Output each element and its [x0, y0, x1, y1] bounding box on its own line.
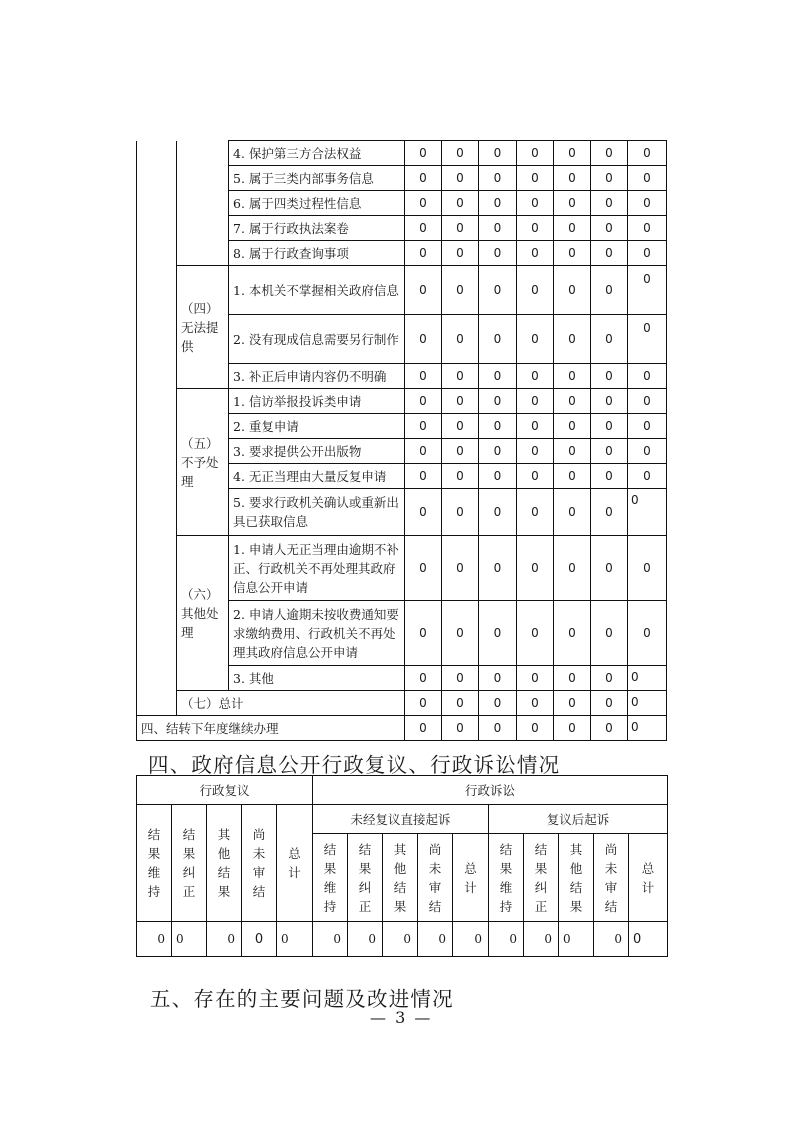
- direct-value: 0: [453, 922, 489, 957]
- value-cell: 0: [591, 439, 628, 464]
- value-cell: 0: [628, 489, 667, 536]
- page-number: — 3 —: [370, 1008, 433, 1027]
- value-cell: 0: [479, 364, 517, 389]
- value-cell: 0: [628, 716, 667, 741]
- value-cell: 0: [554, 266, 591, 315]
- row-label: 2. 没有现成信息需要另行制作: [229, 315, 405, 364]
- direct-value: 0: [418, 922, 453, 957]
- value-cell: 0: [405, 464, 442, 489]
- value-cell: 0: [554, 489, 591, 536]
- value-cell: 0: [405, 315, 442, 364]
- value-cell: 0: [479, 216, 517, 241]
- application-handling-table: [136, 140, 667, 741]
- total-label: （七）总计: [177, 691, 405, 716]
- row-label: 1. 申请人无正当理由逾期不补正、行政机关不再处理其政府信息公开申请: [229, 536, 405, 601]
- review-value: 0: [242, 922, 277, 957]
- value-cell: 0: [517, 716, 554, 741]
- value-cell: 0: [442, 266, 479, 315]
- value-cell: 0: [479, 241, 517, 266]
- row-label: 3. 要求提供公开出版物: [229, 439, 405, 464]
- value-cell: 0: [517, 536, 554, 601]
- value-cell: 0: [405, 691, 442, 716]
- value-cell: 0: [442, 716, 479, 741]
- value-cell: 0: [479, 716, 517, 741]
- group-label-cannot-provide: （四）无法提供: [177, 266, 229, 389]
- row-label: 8. 属于行政查询事项: [229, 241, 405, 266]
- value-cell: 0: [554, 601, 591, 666]
- row-label: 4. 无正当理由大量反复申请: [229, 464, 405, 489]
- direct-value: 0: [348, 922, 383, 957]
- value-cell: 0: [442, 601, 479, 666]
- value-cell: 0: [405, 414, 442, 439]
- value-cell: 0: [517, 266, 554, 315]
- section-3-outer-cell: [137, 141, 177, 716]
- direct-col-3: 尚 未 审 结: [418, 834, 453, 922]
- value-cell: 0: [554, 536, 591, 601]
- value-cell: 0: [628, 315, 667, 364]
- value-cell: 0: [517, 601, 554, 666]
- row-label: 2. 重复申请: [229, 414, 405, 439]
- value-cell: 0: [405, 191, 442, 216]
- value-cell: 0: [628, 191, 667, 216]
- value-cell: 0: [479, 601, 517, 666]
- review-col-0: 结 果 维 持: [137, 805, 172, 922]
- row-label: 1. 信访举报投诉类申请: [229, 389, 405, 414]
- value-cell: 0: [554, 666, 591, 691]
- value-cell: 0: [405, 216, 442, 241]
- value-cell: 0: [628, 389, 667, 414]
- value-cell: 0: [554, 414, 591, 439]
- litigation-header: 行政诉讼: [313, 776, 668, 805]
- value-cell: 0: [554, 364, 591, 389]
- after-value: 0: [594, 922, 629, 957]
- review-value: 0: [172, 922, 207, 957]
- value-cell: 0: [628, 141, 667, 166]
- value-cell: 0: [517, 166, 554, 191]
- value-cell: 0: [517, 389, 554, 414]
- value-cell: 0: [517, 241, 554, 266]
- value-cell: 0: [442, 464, 479, 489]
- after-review-header: 复议后起诉: [489, 805, 668, 834]
- direct-col-1: 结 果 纠 正: [348, 834, 383, 922]
- value-cell: 0: [591, 266, 628, 315]
- review-value: 0: [137, 922, 172, 957]
- value-cell: 0: [479, 141, 517, 166]
- value-cell: 0: [405, 716, 442, 741]
- row-label: 7. 属于行政执法案卷: [229, 216, 405, 241]
- value-cell: 0: [591, 241, 628, 266]
- direct-col-2: 其 他 结 果: [383, 834, 418, 922]
- after-col-1: 结 果 纠 正: [524, 834, 559, 922]
- value-cell: 0: [628, 666, 667, 691]
- value-cell: 0: [554, 439, 591, 464]
- value-cell: 0: [591, 216, 628, 241]
- value-cell: 0: [591, 315, 628, 364]
- value-cell: 0: [405, 364, 442, 389]
- value-cell: 0: [405, 601, 442, 666]
- value-cell: 0: [479, 315, 517, 364]
- value-cell: 0: [479, 166, 517, 191]
- after-value: 0: [629, 922, 668, 957]
- value-cell: 0: [405, 489, 442, 536]
- value-cell: 0: [517, 691, 554, 716]
- value-cell: 0: [442, 241, 479, 266]
- table-row: [137, 536, 667, 601]
- value-cell: 0: [591, 364, 628, 389]
- after-col-4: 总 计: [629, 834, 668, 922]
- value-cell: 0: [405, 266, 442, 315]
- value-cell: 0: [442, 489, 479, 536]
- value-cell: 0: [591, 691, 628, 716]
- after-col-3: 尚 未 审 结: [594, 834, 629, 922]
- value-cell: 0: [479, 266, 517, 315]
- value-cell: 0: [517, 315, 554, 364]
- value-cell: 0: [517, 216, 554, 241]
- review-value: 0: [277, 922, 313, 957]
- value-cell: 0: [442, 191, 479, 216]
- value-cell: 0: [479, 414, 517, 439]
- value-cell: 0: [405, 666, 442, 691]
- review-value: 0: [207, 922, 242, 957]
- value-cell: 0: [442, 141, 479, 166]
- value-cell: 0: [479, 191, 517, 216]
- row-label: 6. 属于四类过程性信息: [229, 191, 405, 216]
- value-cell: 0: [442, 364, 479, 389]
- value-cell: 0: [442, 439, 479, 464]
- value-cell: 0: [405, 141, 442, 166]
- carry-over-label: 四、结转下年度继续办理: [137, 716, 405, 741]
- value-cell: 0: [479, 389, 517, 414]
- group-label-not-processed: （五）不予处理: [177, 389, 229, 536]
- value-cell: 0: [479, 666, 517, 691]
- row-label: 5. 要求行政机关确认或重新出具已获取信息: [229, 489, 405, 536]
- after-value: 0: [559, 922, 594, 957]
- row-label: 4. 保护第三方合法权益: [229, 141, 405, 166]
- value-cell: 0: [591, 601, 628, 666]
- review-col-4: 总 计: [277, 805, 313, 922]
- after-col-0: 结 果 维 持: [489, 834, 524, 922]
- value-cell: 0: [554, 141, 591, 166]
- direct-value: 0: [313, 922, 348, 957]
- value-cell: 0: [591, 536, 628, 601]
- value-cell: 0: [591, 141, 628, 166]
- value-cell: 0: [517, 464, 554, 489]
- value-cell: 0: [517, 191, 554, 216]
- value-cell: 0: [628, 266, 667, 315]
- row-label: 2. 申请人逾期未按收费通知要求缴纳费用、行政机关不再处理其政府信息公开申请: [229, 601, 405, 666]
- value-cell: 0: [628, 601, 667, 666]
- table-row: [137, 141, 667, 166]
- value-cell: 0: [517, 141, 554, 166]
- value-cell: 0: [517, 364, 554, 389]
- value-cell: 0: [628, 464, 667, 489]
- value-cell: 0: [554, 464, 591, 489]
- value-cell: 0: [554, 241, 591, 266]
- value-cell: 0: [479, 439, 517, 464]
- value-cell: 0: [517, 439, 554, 464]
- direct-col-0: 结 果 维 持: [313, 834, 348, 922]
- value-cell: 0: [405, 536, 442, 601]
- value-cell: 0: [442, 691, 479, 716]
- value-cell: 0: [628, 536, 667, 601]
- value-cell: 0: [628, 691, 667, 716]
- table-row: [137, 389, 667, 414]
- value-cell: 0: [591, 464, 628, 489]
- value-cell: 0: [591, 666, 628, 691]
- value-cell: 0: [479, 536, 517, 601]
- row-label: 1. 本机关不掌握相关政府信息: [229, 266, 405, 315]
- section-5-title: 五、存在的主要问题及改进情况: [150, 987, 454, 1011]
- value-cell: 0: [517, 414, 554, 439]
- table-row-total: [137, 691, 667, 716]
- value-cell: 0: [628, 439, 667, 464]
- value-cell: 0: [628, 241, 667, 266]
- group-label-other-processing: （六）其他处理: [177, 536, 229, 691]
- value-cell: 0: [479, 464, 517, 489]
- value-cell: 0: [442, 216, 479, 241]
- value-cell: 0: [591, 414, 628, 439]
- section-4-title: 四、政府信息公开行政复议、行政诉讼情况: [148, 753, 561, 777]
- value-cell: 0: [442, 315, 479, 364]
- value-cell: 0: [405, 166, 442, 191]
- value-cell: 0: [554, 691, 591, 716]
- table-row: [137, 266, 667, 315]
- value-cell: 0: [591, 389, 628, 414]
- value-cell: 0: [405, 439, 442, 464]
- value-cell: 0: [442, 666, 479, 691]
- value-cell: 0: [554, 716, 591, 741]
- value-cell: 0: [591, 166, 628, 191]
- value-cell: 0: [591, 716, 628, 741]
- value-cell: 0: [442, 414, 479, 439]
- value-cell: 0: [479, 489, 517, 536]
- review-col-1: 结 果 纠 正: [172, 805, 207, 922]
- after-value: 0: [489, 922, 524, 957]
- value-cell: 0: [517, 489, 554, 536]
- value-cell: 0: [442, 536, 479, 601]
- value-cell: 0: [628, 364, 667, 389]
- direct-value: 0: [383, 922, 418, 957]
- direct-suit-header: 未经复议直接起诉: [313, 805, 489, 834]
- value-cell: 0: [554, 191, 591, 216]
- value-cell: 0: [405, 241, 442, 266]
- value-cell: 0: [628, 216, 667, 241]
- value-cell: 0: [405, 389, 442, 414]
- direct-col-4: 总 计: [453, 834, 489, 922]
- value-cell: 0: [479, 691, 517, 716]
- value-cell: 0: [554, 216, 591, 241]
- review-header: 行政复议: [137, 776, 313, 805]
- review-col-3: 尚 未 审 结: [242, 805, 277, 922]
- row-label: 3. 其他: [229, 666, 405, 691]
- row-label: 5. 属于三类内部事务信息: [229, 166, 405, 191]
- review-litigation-table: [136, 775, 668, 957]
- row-label: 3. 补正后申请内容仍不明确: [229, 364, 405, 389]
- after-col-2: 其 他 结 果: [559, 834, 594, 922]
- review-col-2: 其 他 结 果: [207, 805, 242, 922]
- value-cell: 0: [554, 315, 591, 364]
- value-cell: 0: [442, 389, 479, 414]
- group-3-cont-cell: [177, 141, 229, 266]
- value-cell: 0: [554, 166, 591, 191]
- value-cell: 0: [628, 166, 667, 191]
- value-cell: 0: [591, 191, 628, 216]
- value-cell: 0: [554, 389, 591, 414]
- value-cell: 0: [591, 489, 628, 536]
- table-row-carry-over: [137, 716, 667, 741]
- value-cell: 0: [628, 414, 667, 439]
- value-cell: 0: [442, 166, 479, 191]
- value-cell: 0: [517, 666, 554, 691]
- after-value: 0: [524, 922, 559, 957]
